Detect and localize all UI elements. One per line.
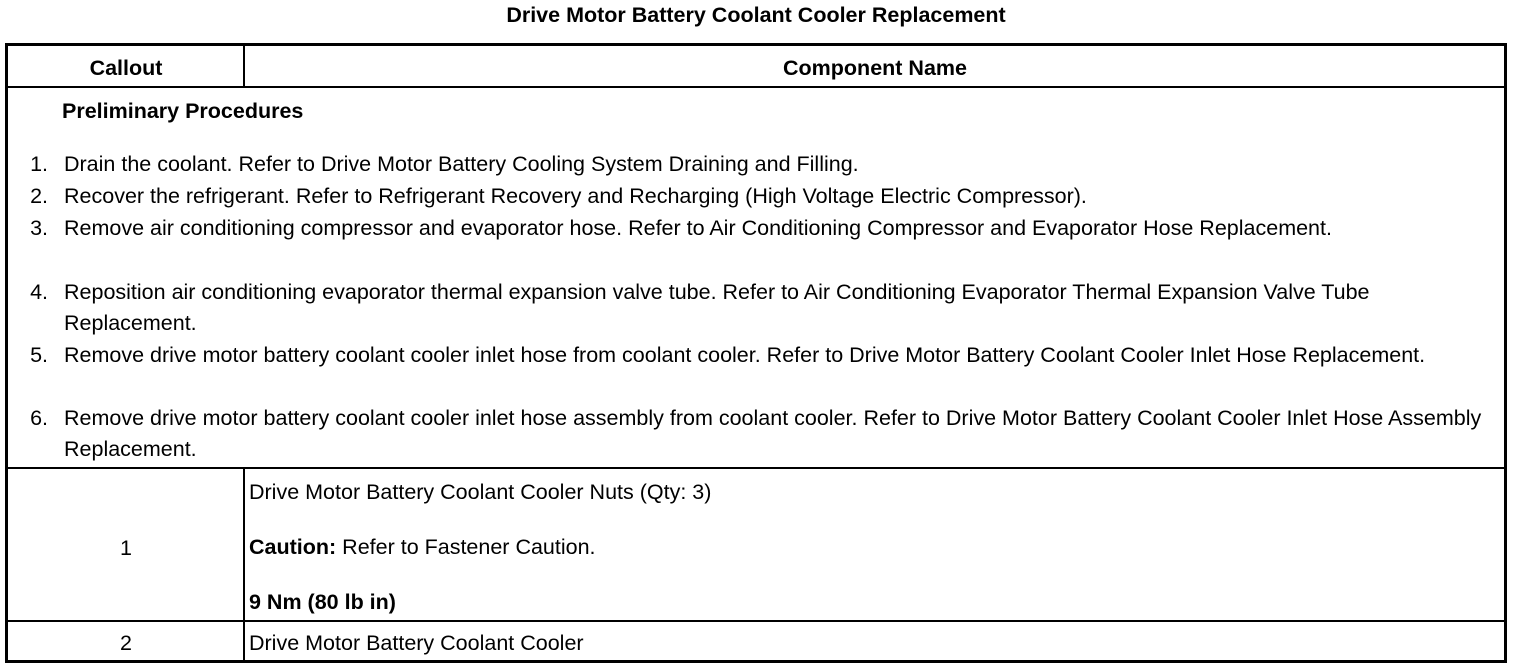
step-number: 3. [30,216,48,240]
table-row-name: Drive Motor Battery Coolant Cooler [249,631,584,655]
list-item [8,213,1504,275]
header-component-name: Component Name [783,56,967,80]
preliminary-title: Preliminary Procedures [62,99,304,123]
preliminary-divider [8,467,1504,469]
list-item [8,403,1504,465]
step-number: 2. [30,184,48,208]
step-number: 6. [30,406,48,430]
row-divider [8,620,1504,622]
step-number: 1. [30,152,48,176]
step-text: Drain the coolant. Refer to Drive Motor Battery Cooling System Draining and Filling. [64,152,859,176]
procedure-table [5,43,1507,663]
list-item [8,340,1504,402]
table-row-callout: 1 [120,536,132,560]
column-divider-header [243,46,245,86]
step-text: Reposition air conditioning evaporator thermal expansion valve tube. Refer to Air Conditioning Evaporator Thermal Expansion Valve Tube Replacement. [64,280,1370,335]
header-callout: Callout [89,56,163,80]
caution-note [249,534,596,560]
step-text: Recover the refrigerant. Refer to Refrigerant Recovery and Recharging (High Voltage Electric Compressor). [64,184,1087,208]
step-number: 4. [30,280,48,304]
step-text: Remove drive motor battery coolant cooler inlet hose assembly from coolant cooler. Refer to Drive Motor Battery Coolant Cooler Inlet Hose Assembly Replacement. [64,406,1482,461]
step-text: Remove air conditioning compressor and evaporator hose. Refer to Air Conditioning Compressor and Evaporator Hose Replacement. [64,216,1332,240]
table-row-name: Drive Motor Battery Coolant Cooler Nuts (Qty: 3) [249,480,712,504]
list-item [8,149,1504,180]
list-item [8,277,1504,339]
step-number: 5. [30,343,48,367]
step-text: Remove drive motor battery coolant cooler inlet hose from coolant cooler. Refer to Drive Motor Battery Coolant Cooler Inlet Hose Replacement. [64,343,1426,367]
list-item [8,181,1504,212]
caution-text: Refer to Fastener Caution. [342,535,596,559]
header-divider [8,86,1504,88]
caution-label: Caution: [249,535,337,559]
page-title: Drive Motor Battery Coolant Cooler Replacement [506,3,1006,27]
table-row-callout: 2 [120,631,132,655]
torque-spec: 9 Nm (80 lb in) [249,590,396,614]
